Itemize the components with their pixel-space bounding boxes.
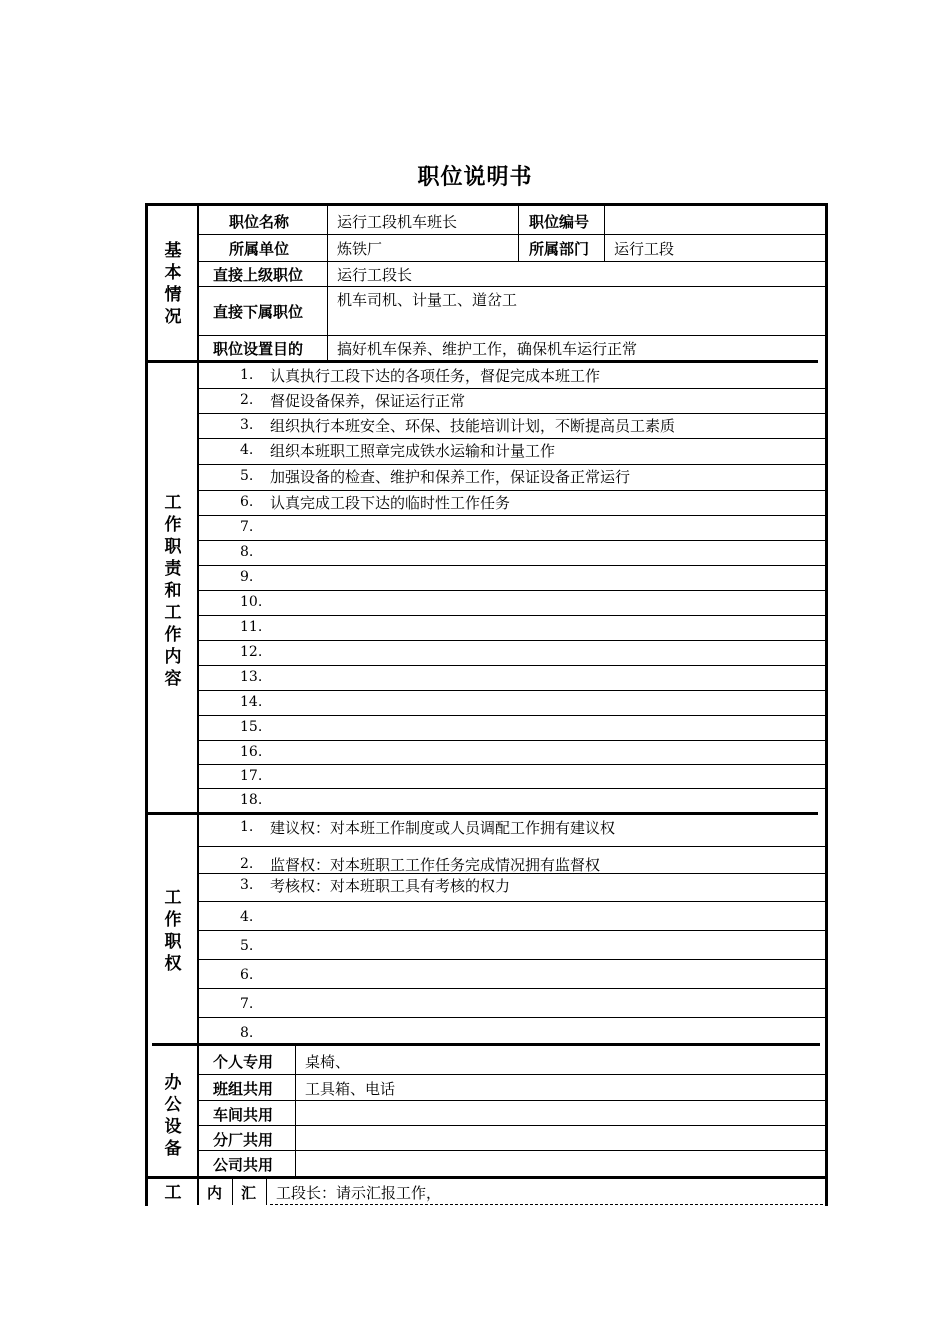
row-divider [198,490,825,491]
duty-number: 14. [240,694,263,710]
duty-number: 17. [240,768,263,784]
page-title: 职位说明书 [417,165,533,190]
row-divider [198,1100,825,1101]
authority-number: 4. [240,909,254,925]
report-label: 汇 [241,1184,257,1202]
duty-text: 认真完成工段下达的临时性工作任务 [270,494,511,512]
equipment-label: 分厂共用 [213,1131,274,1149]
authority-number: 3. [240,877,254,893]
equipment-label: 公司共用 [213,1156,274,1174]
duty-number: 1. [240,367,254,383]
row-divider [198,764,825,765]
equipment-label: 个人专用 [213,1053,274,1071]
relations-text: 工段长：请示汇报工作， [276,1184,442,1202]
divider [327,206,328,361]
row-divider [198,846,825,847]
duty-number: 12. [240,644,263,660]
row-divider [198,640,825,641]
row-divider [198,590,825,591]
duty-number: 5. [240,468,254,484]
authority-number: 8. [240,1025,254,1041]
unit-label: 所属单位 [229,240,290,258]
divider [198,286,825,287]
row-divider [198,615,825,616]
section-relations: 工 [164,1183,182,1203]
row-divider [198,388,825,389]
row-divider [198,438,825,439]
equipment-label: 班组共用 [213,1080,274,1098]
dept-label: 所属部门 [529,240,590,258]
row-divider [198,901,825,902]
duty-number: 16. [240,744,263,760]
superior-label: 直接上级职位 [213,266,304,284]
duty-text: 组织本班职工照章完成铁水运输和计量工作 [270,442,556,460]
section-divider [148,360,818,363]
position-name-value: 运行工段机车班长 [337,213,458,231]
row-divider [198,464,825,465]
purpose-label: 职位设置目的 [213,340,304,358]
dashed-divider [270,1204,828,1205]
row-divider [198,690,825,691]
unit-value: 炼铁厂 [337,240,383,258]
row-divider [198,715,825,716]
duty-number: 2. [240,392,254,408]
section-equipment: 办 公 设 备 [164,1073,182,1159]
section-divider [148,812,818,815]
row-divider [198,413,825,414]
row-divider [198,1125,825,1126]
authority-text: 监督权：对本班职工工作任务完成情况拥有监督权 [270,856,601,874]
duty-number: 3. [240,417,254,433]
row-divider [198,959,825,960]
row-divider [198,540,825,541]
position-no-label: 职位编号 [529,213,590,231]
subordinate-label: 直接下属职位 [213,303,304,321]
authority-number: 6. [240,967,254,983]
authority-number: 2. [240,856,254,872]
row-divider [198,930,825,931]
row-divider [198,565,825,566]
section-authority: 工 作 职 权 [164,888,182,974]
duty-number: 13. [240,669,263,685]
row-divider [198,1074,825,1075]
section-divider [152,1043,820,1046]
row-divider [198,788,825,789]
equipment-label: 车间共用 [213,1106,274,1124]
duty-text: 认真执行工段下达的各项任务，督促完成本班工作 [270,367,601,385]
duty-number: 7. [240,519,254,535]
divider [232,1179,233,1205]
divider [198,261,825,262]
divider [266,1179,267,1205]
authority-number: 7. [240,996,254,1012]
purpose-value: 搞好机车保养、维护工作，确保机车运行正常 [337,340,638,358]
equipment-value: 工具箱、电话 [305,1080,396,1098]
duty-number: 15. [240,719,263,735]
duty-number: 11. [240,619,263,635]
row-divider [198,740,825,741]
inner-relations-label: 内 [207,1184,223,1202]
duty-number: 4. [240,442,254,458]
row-divider [198,515,825,516]
authority-text: 考核权：对本班职工具有考核的权力 [270,877,511,895]
row-divider [198,1017,825,1018]
divider [295,1046,296,1176]
duty-number: 8. [240,544,254,560]
equipment-value: 桌椅、 [305,1053,351,1071]
duty-number: 18. [240,792,263,808]
subordinate-value: 机车司机、计量工、道岔工 [337,291,518,309]
dept-value: 运行工段 [614,240,675,258]
duty-number: 10. [240,594,263,610]
duty-text: 组织执行本班安全、环保、技能培训计划，不断提高员工素质 [270,417,676,435]
divider [198,335,825,336]
duty-number: 6. [240,494,254,510]
row-divider [198,988,825,989]
section-basic-info: 基 本 情 况 [164,241,182,327]
authority-number: 1. [240,819,254,835]
row-divider [198,1150,825,1151]
divider [604,206,605,261]
authority-number: 5. [240,938,254,954]
superior-value: 运行工段长 [337,266,413,284]
duty-text: 督促设备保养，保证运行正常 [270,392,466,410]
divider [518,206,519,261]
duty-number: 9. [240,569,254,585]
position-name-label: 职位名称 [229,213,290,231]
duty-text: 加强设备的检查、维护和保养工作，保证设备正常运行 [270,468,631,486]
divider [198,234,825,235]
authority-text: 建议权：对本班工作制度或人员调配工作拥有建议权 [270,819,616,837]
section-duties: 工 作 职 责 和 工 作 内 容 [164,493,182,689]
section-divider [148,1176,825,1179]
row-divider [198,665,825,666]
